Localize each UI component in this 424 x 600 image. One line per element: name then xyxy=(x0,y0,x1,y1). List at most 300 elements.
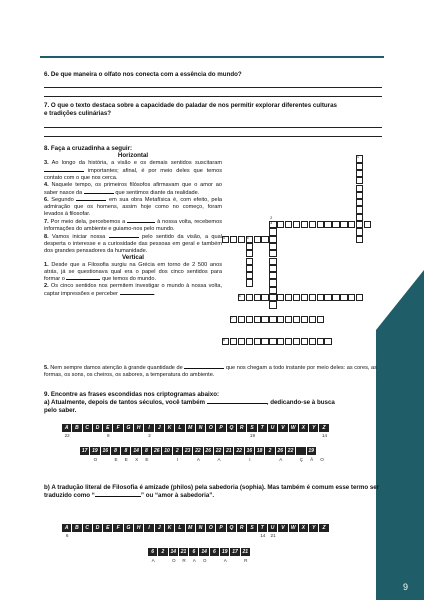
crossword-cell[interactable] xyxy=(269,236,276,243)
crossword-cell[interactable] xyxy=(324,294,331,301)
crossword-cell[interactable] xyxy=(269,250,276,257)
code-number: 23 xyxy=(183,447,193,455)
code-number: 14 xyxy=(199,548,209,556)
code-number: 21 xyxy=(241,548,251,556)
blank xyxy=(127,218,155,223)
crossword-cell[interactable] xyxy=(246,338,253,345)
code-number: 6 xyxy=(210,548,220,556)
crossword-number: 5 xyxy=(246,235,249,240)
crossword-cell[interactable] xyxy=(348,221,355,228)
code-number: 19 xyxy=(220,548,230,556)
code-letter: A xyxy=(151,558,155,563)
cipher-value xyxy=(134,432,144,440)
question-6: 6. De que maneira o olfato nos conecta com a essência do mundo? xyxy=(44,71,242,78)
crossword-cell[interactable] xyxy=(277,316,284,323)
cipher-value: 14 xyxy=(260,533,266,538)
answer-line xyxy=(44,96,382,97)
cipher-letter: A xyxy=(62,524,72,532)
cipher-letter: F xyxy=(113,524,123,532)
crossword-number: 6 xyxy=(238,294,241,298)
cipher-letter: F xyxy=(113,424,123,432)
cipher-letter: Y xyxy=(309,424,319,432)
code-letter xyxy=(183,456,193,464)
code-number: 8 xyxy=(111,447,121,455)
crossword-cell[interactable] xyxy=(301,294,308,301)
crossword-cell[interactable] xyxy=(246,316,253,323)
crossword-cell[interactable] xyxy=(293,316,300,323)
crossword-cell[interactable] xyxy=(301,338,308,345)
crossword-cell[interactable] xyxy=(317,221,324,228)
cipher-value xyxy=(165,532,175,540)
crossword-cell[interactable] xyxy=(285,316,292,323)
code-letter: A xyxy=(223,558,227,563)
code-number: 22 xyxy=(234,447,244,455)
code-number: 17 xyxy=(230,548,240,556)
crossword-cell[interactable] xyxy=(324,338,331,345)
crossword-cell[interactable] xyxy=(269,301,276,308)
cipher-value xyxy=(289,432,299,440)
cipher-code-b xyxy=(148,548,251,556)
cipher-code-a xyxy=(80,447,317,455)
code-number: 6 xyxy=(148,548,158,556)
cipher-value: 21 xyxy=(270,533,276,538)
crossword-cell[interactable] xyxy=(269,272,276,279)
cipher-value: 22 xyxy=(64,433,70,438)
code-number: 26 xyxy=(204,447,214,455)
code-letter xyxy=(204,456,214,464)
cipher-value xyxy=(175,532,185,540)
question-7 xyxy=(44,102,337,118)
crossword-cell[interactable] xyxy=(356,192,363,199)
code-letter xyxy=(265,456,275,464)
crossword-cell[interactable] xyxy=(356,221,363,228)
clue-h6: 6. Segundo em sua obra Metafísica é, com efeito, pela admiração que os homens, assim hoje como no começo, foram levados à filosofar. xyxy=(44,197,222,218)
blank xyxy=(95,492,141,497)
cipher-value xyxy=(124,532,134,540)
crossword-cell[interactable] xyxy=(254,316,261,323)
cipher-value: 14 xyxy=(322,433,328,438)
answer-line xyxy=(44,136,382,137)
crossword-number: 7 xyxy=(230,315,233,320)
code-letter: I xyxy=(249,457,251,462)
cipher-value xyxy=(237,532,247,540)
cipher-letter: O xyxy=(206,424,216,432)
cipher-value xyxy=(83,532,93,540)
cipher-letter: V xyxy=(278,424,288,432)
code-number: 18 xyxy=(255,447,265,455)
cipher-value xyxy=(72,432,82,440)
clue-h3: 3. Ao longo da história, a visão e os demais sentidos suscitaram importantes; afinal, é por meio deles que temos contato com o que nos cerca. xyxy=(44,159,222,181)
code-letter: O xyxy=(171,558,176,563)
code-letter xyxy=(255,456,265,464)
code-letter: A xyxy=(279,457,283,462)
crossword-cell[interactable] xyxy=(277,221,284,228)
cipher-value xyxy=(268,432,278,440)
crossword-number: 2 xyxy=(270,215,273,220)
blank xyxy=(66,275,100,280)
code-letter: R xyxy=(244,558,248,563)
code-number: 21 xyxy=(224,447,234,455)
cipher-letter: Q xyxy=(227,524,237,532)
question-7-line1: 7. O que o texto destaca sobre a capacidade do paladar de nos permitir explorar diferentes culturas xyxy=(44,102,337,109)
crossword-cell[interactable] xyxy=(356,236,363,243)
code-letter xyxy=(230,557,240,565)
crossword-cell[interactable] xyxy=(293,338,300,345)
crossword-number: 8 xyxy=(223,337,225,342)
cipher-value xyxy=(227,432,237,440)
cipher-value xyxy=(155,532,165,540)
cipher-letter: H xyxy=(134,424,144,432)
crossword-cell[interactable] xyxy=(230,236,237,243)
crossword-cell[interactable] xyxy=(269,287,276,294)
crossword-cell[interactable] xyxy=(269,279,276,286)
answer-line xyxy=(44,87,382,88)
cipher-value xyxy=(319,532,329,540)
crossword-cell[interactable] xyxy=(254,236,261,243)
code-number: 21 xyxy=(179,548,189,556)
crossword-cell[interactable] xyxy=(332,294,339,301)
cipher-value xyxy=(155,432,165,440)
crossword-cell[interactable] xyxy=(246,250,253,257)
code-letter: Ã xyxy=(310,457,314,462)
question-8-title: 8. Faça a cruzadinha a seguir: xyxy=(44,145,133,152)
code-letter: O xyxy=(93,457,98,462)
code-number: 26 xyxy=(276,447,286,455)
code-number: 26 xyxy=(152,447,162,455)
crossword-cell[interactable] xyxy=(230,338,237,345)
cipher-value xyxy=(175,432,185,440)
cipher-letter: D xyxy=(93,524,103,532)
cipher-letter: G xyxy=(124,524,134,532)
code-number: 19 xyxy=(90,447,100,455)
code-letter xyxy=(152,456,162,464)
blank xyxy=(76,196,106,201)
cipher-value xyxy=(206,532,216,540)
crossword-cell[interactable] xyxy=(340,221,347,228)
cipher-value xyxy=(72,532,82,540)
crossword-cell[interactable] xyxy=(309,294,316,301)
crossword-cell[interactable] xyxy=(317,294,324,301)
crossword-cell[interactable] xyxy=(317,316,324,323)
code-number: 6 xyxy=(189,548,199,556)
code-letter: E xyxy=(124,457,128,462)
cipher-letter: S xyxy=(247,524,257,532)
cipher-value xyxy=(206,432,216,440)
cipher-value xyxy=(278,432,288,440)
cipher-letter: Y xyxy=(309,524,319,532)
cipher-letter: N xyxy=(196,524,206,532)
cipher-value xyxy=(186,432,196,440)
cipher-letter: P xyxy=(216,424,226,432)
crossword-number: 4 xyxy=(223,235,225,240)
code-letter: A xyxy=(192,558,196,563)
crossword-clues xyxy=(44,153,222,298)
clue-v5: 5. Nem sempre damos atenção à grande quantidade de que nos chegam a todo instante por meio deles: as cores, as formas, os sons, os cheiros, os sabores, a temperatura do ambiente. xyxy=(44,365,377,378)
crossword-cell[interactable] xyxy=(348,294,355,301)
answer-line xyxy=(44,127,382,128)
cipher-value xyxy=(299,532,309,540)
code-number: 17 xyxy=(80,447,90,455)
crossword-cell[interactable] xyxy=(364,221,371,228)
question-9a: a) Atualmente, depois de tantos séculos, você também , dedicando-se à busca pelo saber. xyxy=(44,399,335,414)
crossword-cell[interactable] xyxy=(269,316,276,323)
crossword-cell[interactable] xyxy=(356,185,363,192)
crossword-cell[interactable] xyxy=(301,316,308,323)
crossword-grid xyxy=(222,148,392,368)
code-letter xyxy=(286,456,296,464)
code-number: 22 xyxy=(214,447,224,455)
blank xyxy=(120,290,154,295)
crossword-cell[interactable] xyxy=(261,294,268,301)
blank xyxy=(44,167,84,172)
question-9b: b) A tradução literal de Filosofia é amizade (philos) pela sabedoria (sophia). Mas também é comum esse termo ser traduzido como “ ” ou “amor à sabedoria”. xyxy=(44,484,380,499)
cipher-letter: J xyxy=(155,524,165,532)
clue-h8: 8. Vamos iniciar nossa pelo sentido da visão, a qual desperta o interesse e a curiosidade das pessoas em geral e também dos grandes pensadores da humanidade. xyxy=(44,233,222,254)
code-number: 22 xyxy=(193,447,203,455)
code-number: 2 xyxy=(173,447,183,455)
code-number: 19 xyxy=(307,447,317,455)
cipher-letter: M xyxy=(186,524,196,532)
cipher-value xyxy=(237,432,247,440)
cipher-letter: K xyxy=(165,524,175,532)
code-number: 14 xyxy=(169,548,179,556)
code-number: 16 xyxy=(101,447,111,455)
code-letter: O xyxy=(202,558,207,563)
cipher-value: 2 xyxy=(148,433,151,438)
cipher-letter: L xyxy=(175,424,185,432)
clue-v2: 2. Os cinco sentidos nos permitem investigar o mundo à nossa volta, captar impressões e perceber . xyxy=(44,283,222,298)
crossword-cell[interactable] xyxy=(269,294,276,301)
cipher-value xyxy=(165,432,175,440)
code-number: 14 xyxy=(131,447,141,455)
cipher-letter: S xyxy=(247,424,257,432)
code-letter: X xyxy=(135,457,139,462)
crossword-cell[interactable] xyxy=(356,228,363,235)
cipher-key-b-values xyxy=(62,532,330,540)
cipher-value xyxy=(196,432,206,440)
crossword-cell[interactable] xyxy=(246,279,253,286)
cipher-letter: C xyxy=(83,424,93,432)
crossword-number: 1 xyxy=(357,155,359,160)
cipher-value xyxy=(113,532,123,540)
header-rule xyxy=(40,56,384,58)
cipher-value xyxy=(309,532,319,540)
cipher-key-b xyxy=(62,524,330,532)
code-letter: O xyxy=(320,457,324,462)
crossword-cell[interactable] xyxy=(246,243,253,250)
crossword-cell[interactable] xyxy=(261,236,268,243)
cipher-value xyxy=(278,532,288,540)
crossword-cell[interactable] xyxy=(356,177,363,184)
crossword-cell[interactable] xyxy=(356,214,363,221)
cipher-value xyxy=(83,432,93,440)
code-number: 16 xyxy=(245,447,255,455)
cipher-value xyxy=(216,532,226,540)
cipher-letter: C xyxy=(83,524,93,532)
crossword-cell[interactable] xyxy=(356,206,363,213)
cipher-value xyxy=(258,432,268,440)
cipher-letter: V xyxy=(278,524,288,532)
cipher-letter: L xyxy=(175,524,185,532)
cipher-letter: E xyxy=(103,524,113,532)
code-letter: E xyxy=(145,457,149,462)
cipher-letter: H xyxy=(134,524,144,532)
cipher-value: 19 xyxy=(249,433,256,438)
crossword-cell[interactable] xyxy=(356,163,363,170)
cipher-value xyxy=(144,532,154,540)
cipher-letter: D xyxy=(93,424,103,432)
cipher-letter: I xyxy=(144,524,154,532)
code-number xyxy=(296,447,306,455)
code-letter xyxy=(162,456,172,464)
cipher-letter: T xyxy=(258,424,268,432)
code-number: 22 xyxy=(286,447,296,455)
crossword-cell[interactable] xyxy=(293,294,300,301)
code-letter: R xyxy=(182,558,186,563)
code-letter xyxy=(234,456,244,464)
crossword-number: 3 xyxy=(270,221,273,225)
cipher-letter: G xyxy=(124,424,134,432)
cipher-letter: W xyxy=(289,424,299,432)
crossword-cell[interactable] xyxy=(261,338,268,345)
crossword-cell[interactable] xyxy=(356,294,363,301)
cipher-letter: Z xyxy=(319,524,329,532)
cipher-letter: N xyxy=(196,424,206,432)
cipher-value xyxy=(103,532,113,540)
cipher-value xyxy=(93,532,103,540)
crossword-cell[interactable] xyxy=(246,258,253,265)
crossword-cell[interactable] xyxy=(285,338,292,345)
cipher-letter: P xyxy=(216,524,226,532)
cipher-value xyxy=(216,432,226,440)
cipher-letter: X xyxy=(299,524,309,532)
code-letter: I xyxy=(177,457,179,462)
crossword-cell[interactable] xyxy=(261,316,268,323)
cipher-value xyxy=(309,432,319,440)
cipher-value xyxy=(134,532,144,540)
crossword-cell[interactable] xyxy=(285,221,292,228)
cipher-value: 8 xyxy=(107,433,110,438)
vertical-heading: Vertical xyxy=(121,253,144,261)
cipher-letter: A xyxy=(62,424,72,432)
cipher-value xyxy=(289,532,299,540)
crossword-cell[interactable] xyxy=(238,316,245,323)
crossword-cell[interactable] xyxy=(317,338,324,345)
crossword-cell[interactable] xyxy=(254,294,261,301)
cipher-value xyxy=(93,432,103,440)
blank xyxy=(109,233,139,238)
page-number: 9 xyxy=(402,582,408,592)
cipher-letter: W xyxy=(289,524,299,532)
code-letter: Ç xyxy=(299,457,304,462)
clue-h4: 4. Naquele tempo, os primeiros filósofos afirmavam que o amor ao saber nasce da que sentimos diante da realidade. xyxy=(44,181,222,196)
crossword-cell[interactable] xyxy=(246,272,253,279)
cipher-value xyxy=(113,432,123,440)
code-number: 2 xyxy=(265,447,275,455)
cipher-value xyxy=(227,532,237,540)
cipher-code-b-letters xyxy=(148,557,251,565)
clue-v1: 1. Desde que a Filosofia surgiu na Grécia em torno de 2 500 anos atrás, já se questionava qual era o papel dos cinco sentidos para formar o que temos do mundo. xyxy=(44,261,222,283)
code-letter xyxy=(80,456,90,464)
crossword-cell[interactable] xyxy=(246,265,253,272)
code-letter: E xyxy=(114,457,118,462)
cipher-letter: R xyxy=(237,524,247,532)
cipher-letter: K xyxy=(165,424,175,432)
crossword-cell[interactable] xyxy=(238,236,245,243)
code-number: 2 xyxy=(158,548,168,556)
blank xyxy=(84,189,114,194)
crossword-cell[interactable] xyxy=(277,338,284,345)
crossword-cell[interactable] xyxy=(340,294,347,301)
cipher-letter: O xyxy=(206,524,216,532)
code-number: 10 xyxy=(162,447,172,455)
crossword-cell[interactable] xyxy=(269,338,276,345)
crossword-cell[interactable] xyxy=(269,265,276,272)
code-letter xyxy=(101,456,111,464)
crossword-cell[interactable] xyxy=(269,243,276,250)
cipher-value: 6 xyxy=(65,533,69,538)
crossword-cell[interactable] xyxy=(301,221,308,228)
blank xyxy=(207,399,267,404)
crossword-cell[interactable] xyxy=(309,221,316,228)
cipher-value xyxy=(124,432,134,440)
horizontal-heading: Horizontal xyxy=(117,152,149,159)
cipher-letter: B xyxy=(72,524,82,532)
code-letter xyxy=(224,456,234,464)
cipher-letter: U xyxy=(268,424,278,432)
cipher-letter: U xyxy=(268,524,278,532)
code-number: 8 xyxy=(142,447,152,455)
cipher-value xyxy=(299,432,309,440)
crossword-cell[interactable] xyxy=(309,316,316,323)
cipher-letter: B xyxy=(72,424,82,432)
crossword-cell[interactable] xyxy=(285,294,292,301)
crossword-cell[interactable] xyxy=(269,228,276,235)
crossword-cell[interactable] xyxy=(309,338,316,345)
cipher-letter: X xyxy=(299,424,309,432)
cipher-value xyxy=(186,532,196,540)
code-letter: A xyxy=(196,457,200,462)
crossword-cell[interactable] xyxy=(269,258,276,265)
question-7-line2: e tradições culinárias? xyxy=(44,110,112,117)
cipher-letter: Z xyxy=(319,424,329,432)
cipher-key-a xyxy=(62,424,330,432)
crossword-cell[interactable] xyxy=(238,338,245,345)
crossword-cell[interactable] xyxy=(277,294,284,301)
crossword-cell[interactable] xyxy=(324,221,331,228)
cipher-letter: M xyxy=(186,424,196,432)
cipher-key-a-values xyxy=(62,432,330,440)
cipher-letter: R xyxy=(237,424,247,432)
crossword-cell[interactable] xyxy=(246,294,253,301)
cipher-code-a-letters xyxy=(80,456,327,464)
question-9-title: 9. Encontre as frases escondidas nos criptogramas abaixo: xyxy=(44,391,220,398)
cipher-letter: I xyxy=(144,424,154,432)
crossword-cell[interactable] xyxy=(332,221,339,228)
cipher-value xyxy=(196,532,206,540)
cipher-letter: T xyxy=(258,524,268,532)
cipher-letter: E xyxy=(103,424,113,432)
code-letter: A xyxy=(217,457,221,462)
code-letter xyxy=(210,557,220,565)
crossword-cell[interactable] xyxy=(293,221,300,228)
cipher-letter: Q xyxy=(227,424,237,432)
crossword-cell[interactable] xyxy=(356,170,363,177)
code-letter xyxy=(158,557,168,565)
crossword-cell[interactable] xyxy=(356,199,363,206)
crossword-cell[interactable] xyxy=(254,338,261,345)
blank xyxy=(184,364,224,369)
